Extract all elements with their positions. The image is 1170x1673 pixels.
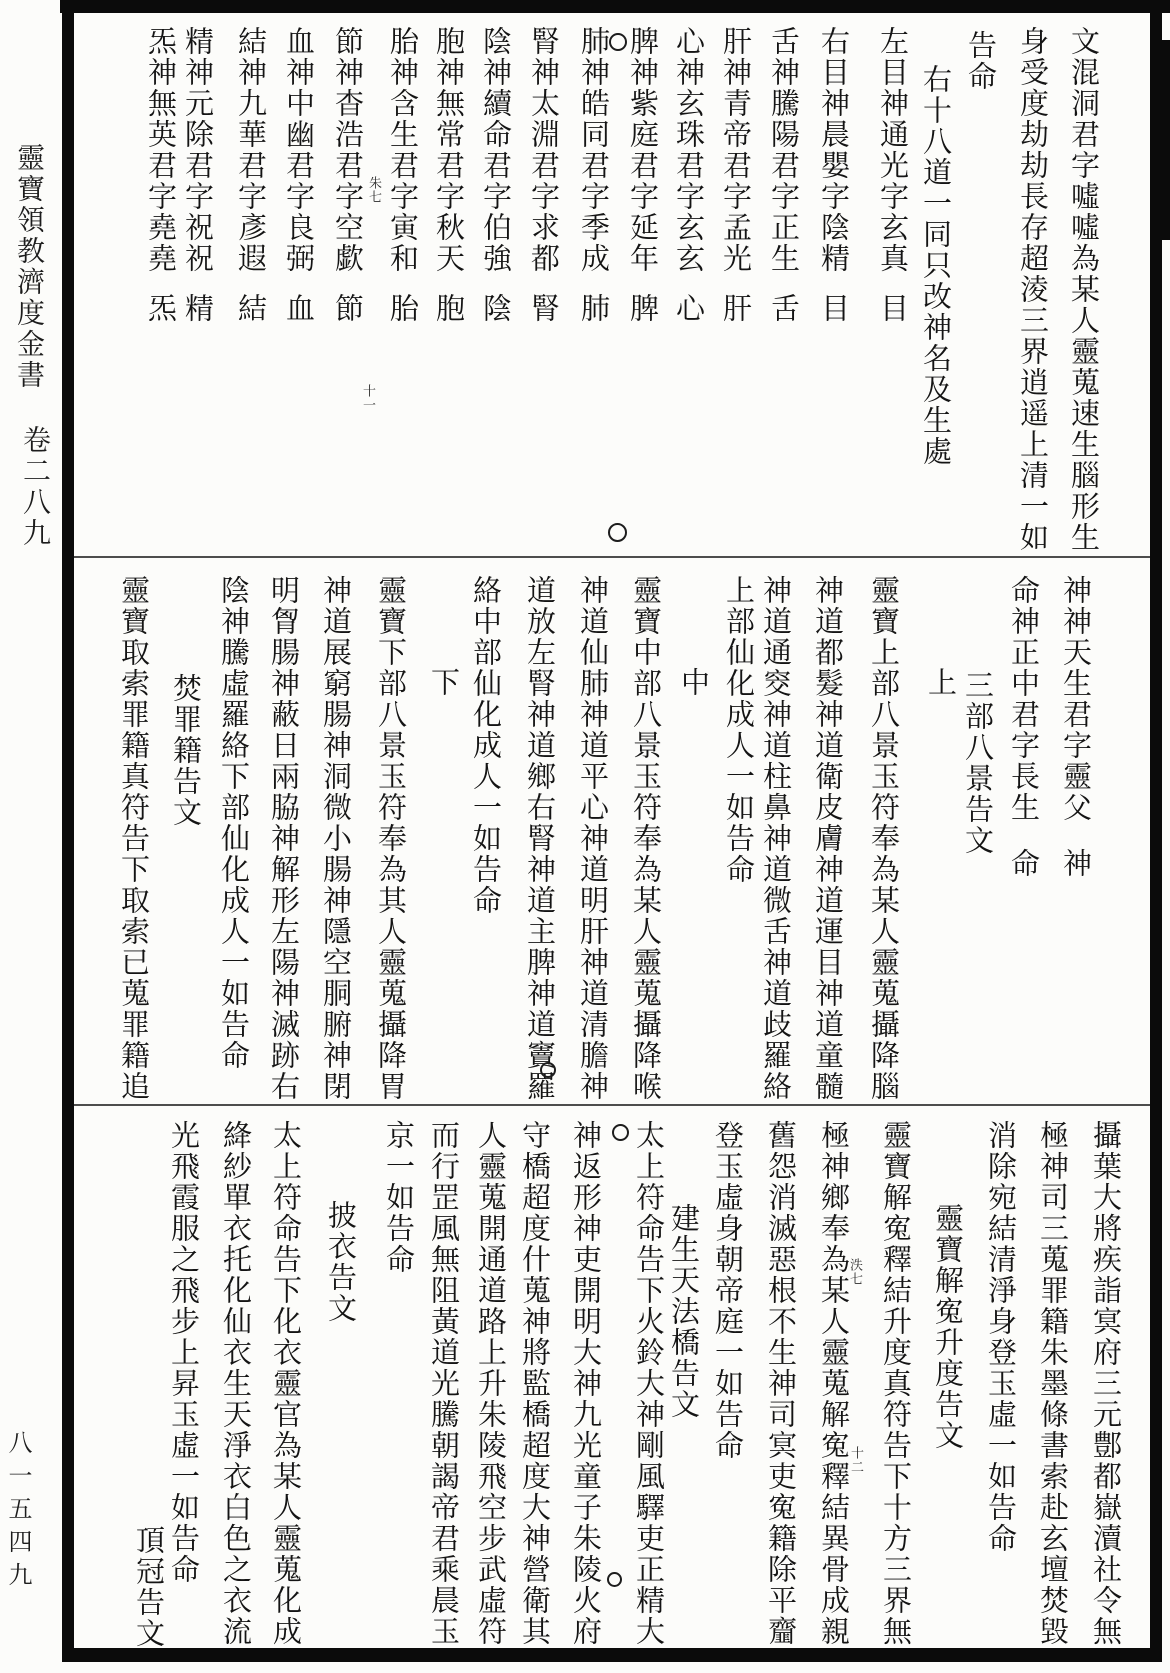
frame-bottom-border <box>62 1648 1162 1662</box>
text-column-middle: 上部仙化成人一如告命 <box>722 575 754 885</box>
organ-label-top: 心 <box>672 293 704 324</box>
text-column-bottom: 神返形神吏開明大神九光童子朱陵火府 <box>569 1120 601 1647</box>
text-column-bottom: 攝葉大將疾詣㝠府三元鄷都嶽瀆社令無 <box>1089 1120 1121 1647</box>
organ-label-top: 胎 <box>386 293 418 324</box>
text-column-top: 腎神太淵君字求都 <box>527 26 559 274</box>
text-column-bottom: 京一如告命 <box>382 1120 414 1275</box>
section-circle-mark <box>540 1062 556 1078</box>
organ-label-top: 胞 <box>432 293 464 324</box>
register-divider-1 <box>74 556 1150 558</box>
text-column-middle: 明胷腸神蔽日兩脇神解形左陽神滅跡右 <box>267 575 299 1102</box>
organ-label-top: 肝 <box>719 293 751 324</box>
text-column-top: 脾神紫庭君字延年 <box>626 26 658 274</box>
section-circle-mark <box>608 523 627 542</box>
text-column-bottom: 披衣告文 <box>324 1200 356 1324</box>
text-column-middle: 神神天生君字靈父 <box>1059 575 1091 823</box>
text-column-middle: 絡中部仙化成人一如告命 <box>469 575 501 916</box>
text-column-bottom: 建生天法橋告文 <box>667 1203 699 1420</box>
text-column-bottom: 太上符命告下化衣靈官為某人靈蒐化成 <box>269 1120 301 1647</box>
text-column-middle: 下 <box>427 667 459 698</box>
organ-label-top: 陰 <box>479 293 511 324</box>
frame-left-border <box>62 0 74 1662</box>
organ-label-top: 舌 <box>767 293 799 324</box>
text-column-middle: 神道通窔神道柱鼻神道微舌神道歧羅絡 <box>759 575 791 1102</box>
organ-label-top: 腎 <box>527 293 559 324</box>
text-column-top: 炁神無英君字堯堯 <box>144 26 176 274</box>
organ-label-top: 血 <box>282 293 314 324</box>
side-note: 十二 <box>849 1446 864 1474</box>
organ-label-top: 脾 <box>626 293 658 324</box>
margin-page-number: 八一五四九 <box>4 1430 30 1595</box>
text-column-bottom: 光飛霞服之飛步上昇玉虛一如告命 <box>167 1120 199 1585</box>
margin-volume-number: 卷二八九 <box>19 425 50 549</box>
text-column-bottom: 靈寶解寃釋結升度真符告下十方三界無 <box>879 1120 911 1647</box>
text-column-middle: 神道都髮神道衛皮膚神道運目神道童髓 <box>811 575 843 1102</box>
organ-label-top: 精 <box>181 293 213 324</box>
text-column-bottom: 頂冠告文 <box>132 1525 164 1649</box>
text-column-bottom: 守橋超度什蒐神將監橋超度大神營衛其 <box>518 1120 550 1647</box>
register-divider-2 <box>74 1104 1150 1106</box>
text-column-bottom: 而行罡風無阻黃道光騰朝謁帝君乘晨玉 <box>427 1120 459 1647</box>
text-column-middle: 神道展窮腸神洞微小腸神隱空胴腑神閉 <box>319 575 351 1102</box>
text-column-bottom: 登玉虛身朝帝庭一如告命 <box>711 1120 743 1461</box>
text-column-top: 心神玄珠君字玄玄 <box>672 26 704 274</box>
section-circle-mark <box>607 1572 622 1587</box>
text-column-top: 右十八道一同只改神名及生處 <box>919 64 951 467</box>
text-column-top: 右目神晨嬰字陰精 <box>817 26 849 274</box>
text-column-top: 結神九華君字彥遐 <box>234 26 266 274</box>
organ-label-top: 結 <box>234 293 266 324</box>
text-column-middle: 道放左腎神道鄉右腎神道主脾神道竇羅 <box>523 575 555 1102</box>
organ-label-middle: 命 <box>1007 848 1039 879</box>
text-column-bottom: 極神司三蒐罪籍朱墨條書索赴玄壇焚毀 <box>1036 1120 1068 1647</box>
text-column-bottom: 人靈蒐開通道路上升朱陵飛空步武虛符 <box>474 1120 506 1647</box>
text-column-middle: 靈寶上部八景玉符奉為某人靈蒐攝降腦 <box>867 575 899 1102</box>
text-column-top: 肝神青帝君字孟光 <box>719 26 751 274</box>
text-column-top: 舌神騰陽君字正生 <box>767 26 799 274</box>
text-column-bottom: 極神鄉奉為某人靈蒐解寃釋結異骨成親 <box>817 1120 849 1647</box>
section-circle-mark <box>612 1124 629 1141</box>
text-column-top: 血神中幽君字良弼 <box>282 26 314 274</box>
text-column-middle: 三部八景告文 <box>961 670 993 856</box>
text-column-top: 精神元除君字祝祝 <box>181 26 213 274</box>
text-column-bottom: 靈寶解寃升度告文 <box>931 1203 963 1451</box>
organ-label-middle: 神 <box>1059 848 1091 879</box>
text-column-bottom: 太上符命告下火鈴大神剛風驛吏正精大 <box>632 1120 664 1647</box>
organ-label-top: 目 <box>876 293 908 324</box>
side-note: 朱七 <box>367 176 382 204</box>
text-column-middle: 陰神騰虛羅絡下部仙化成人一如告命 <box>217 575 249 1071</box>
text-column-middle: 靈寶中部八景玉符奉為某人靈蒐攝降喉 <box>629 575 661 1102</box>
frame-right-border <box>1150 0 1162 1662</box>
text-column-middle: 神道仙肺神道平心神道明肝神道清膽神 <box>576 575 608 1102</box>
frame-top-border <box>60 0 1170 13</box>
text-column-top: 陰神續命君字伯強 <box>479 26 511 274</box>
text-column-top: 節神杳浩君字空歔 <box>331 26 363 274</box>
organ-label-top: 目 <box>817 293 849 324</box>
organ-label-top: 肺 <box>577 293 609 324</box>
text-column-middle: 命神正中君字長生 <box>1007 575 1039 823</box>
organ-label-top: 節 <box>331 293 363 324</box>
section-circle-mark <box>609 33 627 51</box>
text-column-middle: 中 <box>677 667 709 698</box>
text-column-bottom: 舊怨消滅惡根不生神司㝠吏寃籍除平齏 <box>764 1120 796 1647</box>
side-note: 泆七 <box>848 1258 863 1286</box>
text-column-top: 左目神通光字玄真 <box>876 26 908 274</box>
frame-right-sliver <box>1162 40 1170 240</box>
text-column-bottom: 消除宛結清淨身登玉虛一如告命 <box>984 1120 1016 1554</box>
text-column-top: 肺神皓同君字季成 <box>577 26 609 274</box>
text-column-top: 胞神無常君字秋天 <box>432 26 464 274</box>
text-column-middle: 焚罪籍告文 <box>169 673 201 828</box>
text-column-top: 告命 <box>964 30 996 92</box>
text-column-top: 文混洞君字噓噓為某人靈蒐速生腦形生 <box>1067 26 1099 553</box>
text-column-middle: 靈寶下部八景玉符奉為其人靈蒐攝降胃 <box>374 575 406 1102</box>
text-column-top: 胎神含生君字寅和 <box>386 26 418 274</box>
organ-label-top: 炁 <box>144 293 176 324</box>
side-note: 十一 <box>361 384 376 412</box>
text-column-top: 身受度劫劫長存超淩三界逍遥上清一如 <box>1016 26 1048 553</box>
margin-book-title: 靈寶領教濟度金書 <box>13 143 44 391</box>
text-column-bottom: 絳紗單衣托化仙衣生天淨衣白色之衣流 <box>219 1120 251 1647</box>
text-column-middle: 上 <box>924 667 956 698</box>
text-column-middle: 靈寶取索罪籍真符告下取索已蒐罪籍追 <box>117 575 149 1102</box>
